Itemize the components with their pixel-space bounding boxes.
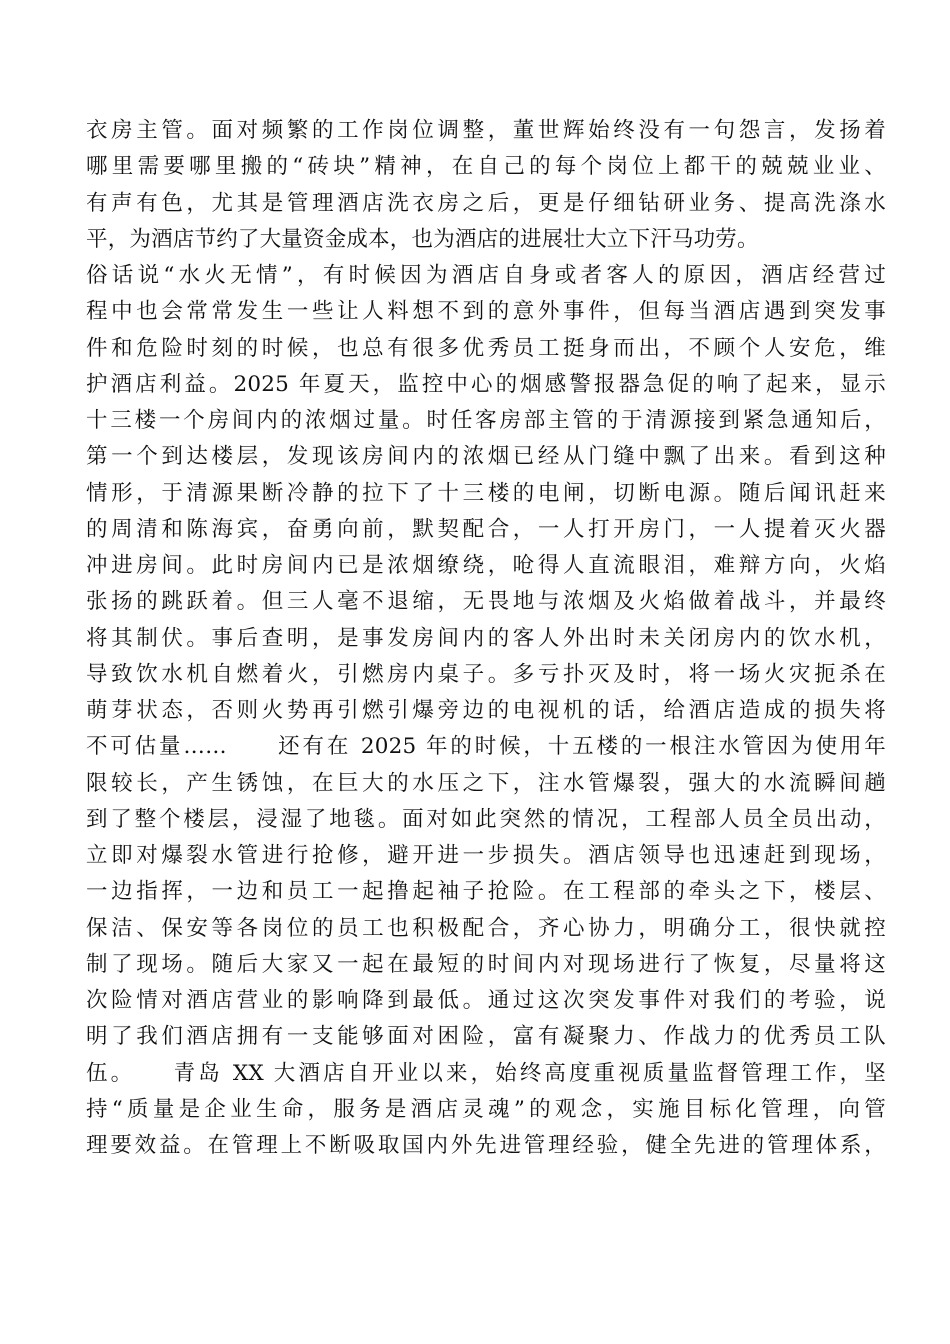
text-line: 护酒店利益。2025 年夏天，监控中心的烟感警报器急促的响了起来，显示 bbox=[86, 371, 886, 397]
text-line: 一边指挥，一边和员工一起撸起袖子抢险。在工程部的牵头之下，楼层、 bbox=[86, 879, 886, 905]
text-line: 萌芽状态，否则火势再引燃引爆旁边的电视机的话，给酒店造成的损失将 bbox=[86, 698, 886, 723]
text-line: 俗话说“水火无情”，有时候因为酒店自身或者客人的原因，酒店经营过 bbox=[86, 263, 886, 288]
body-text bbox=[86, 113, 886, 1164]
text-line: 制了现场。随后大家又一起在最短的时间内对现场进行了恢复，尽量将这 bbox=[86, 951, 886, 977]
text-line: 理要效益。在管理上不断吸取国内外先进管理经验，健全先进的管理体系， bbox=[86, 1133, 886, 1158]
text-line: 的周清和陈海宾，奋勇向前，默契配合，一人打开房门，一人提着灭火器 bbox=[86, 516, 886, 542]
text-line: 张扬的跳跃着。但三人毫不退缩，无畏地与浓烟及火焰做着战斗，并最终 bbox=[86, 589, 886, 615]
text-line: 将其制伏。事后查明，是事发房间内的客人外出时未关闭房内的饮水机， bbox=[86, 625, 886, 651]
text-line: 导致饮水机自燃着火，引燃房内桌子。多亏扑灭及时，将一场火灾扼杀在 bbox=[86, 661, 886, 687]
text-line: 衣房主管。面对频繁的工作岗位调整，董世辉始终没有一句怨言，发扬着 bbox=[86, 118, 886, 143]
text-line: 保洁、保安等各岗位的员工也积极配合，齐心协力，明确分工，很快就控 bbox=[86, 915, 886, 941]
text-line: 情形，于清源果断冷静的拉下了十三楼的电闸，切断电源。随后闻讯赶来 bbox=[86, 480, 886, 506]
text-line: 十三楼一个房间内的浓烟过量。时任客房部主管的于清源接到紧急通知后， bbox=[86, 408, 886, 433]
text-line: 明了我们酒店拥有一支能够面对困险，富有凝聚力、作战力的优秀员工队 bbox=[86, 1024, 886, 1050]
text-line: 平，为酒店节约了大量资金成本，也为酒店的进展壮大立下汗马功劳。 bbox=[86, 226, 759, 252]
text-line: 伍。 青岛 XX 大酒店自开业以来，始终高度重视质量监督管理工作，坚 bbox=[86, 1060, 886, 1086]
text-line: 到了整个楼层，浸湿了地毯。面对如此突然的情况，工程部人员全员出动， bbox=[86, 806, 886, 832]
text-line: 不可估量…… 还有在 2025 年的时候，十五楼的一根注水管因为使用年 bbox=[86, 734, 886, 760]
text-line: 次险情对酒店营业的影响降到最低。通过这次突发事件对我们的考验，说 bbox=[86, 988, 886, 1013]
text-line: 第一个到达楼层，发现该房间内的浓烟已经从门缝中飘了出来。看到这种 bbox=[86, 444, 886, 470]
text-line: 冲进房间。此时房间内已是浓烟缭绕，呛得人直流眼泪，难辩方向，火焰 bbox=[86, 553, 886, 578]
text-line: 立即对爆裂水管进行抢修，避开进一步损失。酒店领导也迅速赶到现场， bbox=[86, 843, 886, 868]
text-line: 限较长，产生锈蚀，在巨大的水压之下，注水管爆裂，强大的水流瞬间趟 bbox=[86, 770, 886, 796]
text-line: 程中也会常常发生一些让人料想不到的意外事件，但每当酒店遇到突发事 bbox=[86, 299, 886, 325]
text-line: 件和危险时刻的时候，也总有很多优秀员工挺身而出，不顾个人安危，维 bbox=[86, 335, 886, 361]
text-line: 哪里需要哪里搬的“砖块”精神，在自己的每个岗位上都干的兢兢业业、 bbox=[86, 154, 886, 180]
text-line: 持“质量是企业生命，服务是酒店灵魂”的观念，实施目标化管理，向管 bbox=[86, 1096, 886, 1122]
text-line: 有声有色，尤其是管理酒店洗衣房之后，更是仔细钻研业务、提高洗涤水 bbox=[86, 190, 886, 216]
